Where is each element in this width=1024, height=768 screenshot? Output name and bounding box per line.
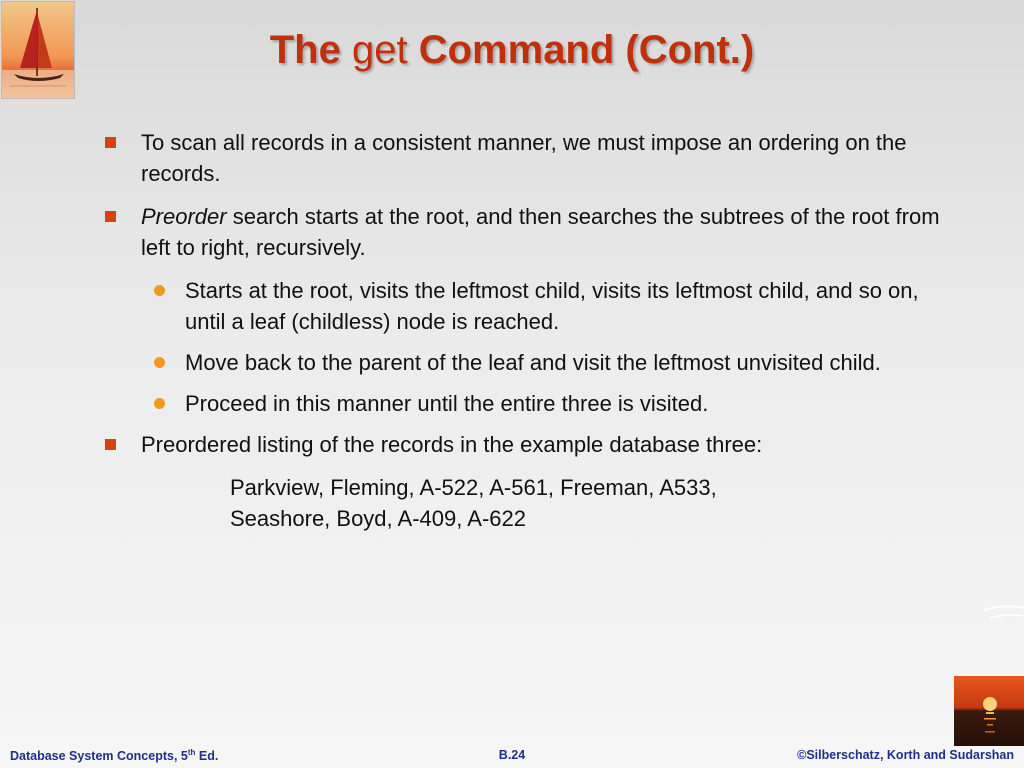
sunset-image — [954, 676, 1024, 746]
square-bullet-icon — [105, 211, 116, 222]
bullet-text: Proceed in this manner until the entire three is visited. — [185, 391, 709, 416]
footer-book-sup: th — [187, 748, 196, 757]
bullet-emphasis: Preorder — [141, 204, 227, 229]
bullet-text: Preordered listing of the records in the example database three: — [141, 432, 763, 457]
footer-page-number: B.24 — [498, 748, 526, 762]
bullet-item — [100, 201, 960, 263]
bullet-text: Move back to the parent of the leaf and visit the leftmost unvisited child. — [185, 350, 881, 375]
footer-book: Database System Concepts, 5th Ed. — [10, 748, 219, 764]
slide-content — [100, 127, 960, 534]
round-bullet-icon — [154, 285, 165, 296]
square-bullet-icon — [105, 439, 116, 450]
square-bullet-icon — [105, 137, 116, 148]
title-prefix: The — [269, 28, 341, 72]
bullet-text: search starts at the root, and then searches the subtrees of the root from left to right, recursively. — [141, 204, 940, 260]
record-listing — [230, 472, 960, 534]
round-bullet-icon — [154, 398, 165, 409]
bullet-text: To scan all records in a consistent manner, we must impose an ordering on the records. — [141, 130, 907, 186]
bullet-item — [100, 127, 960, 189]
wave-decoration-icon — [984, 600, 1024, 630]
listing-line: Seashore, Boyd, A-409, A-622 — [230, 506, 526, 531]
round-bullet-icon — [154, 357, 165, 368]
footer-copyright: ©Silberschatz, Korth and Sudarshan — [797, 748, 1014, 762]
slide-title — [0, 28, 1024, 73]
bullet-item — [100, 429, 960, 460]
title-command: get — [352, 28, 408, 72]
title-suffix: Command (Cont.) — [418, 28, 755, 72]
slide-footer — [0, 746, 1024, 768]
sub-bullet-item — [100, 347, 960, 378]
sub-bullet-item — [100, 388, 960, 419]
bullet-text: Starts at the root, visits the leftmost child, visits its leftmost child, and so on, until a leaf (childless) node is reached. — [185, 278, 919, 334]
sub-bullet-item — [100, 275, 960, 337]
listing-line: Parkview, Fleming, A-522, A-561, Freeman, A533, — [230, 475, 717, 500]
